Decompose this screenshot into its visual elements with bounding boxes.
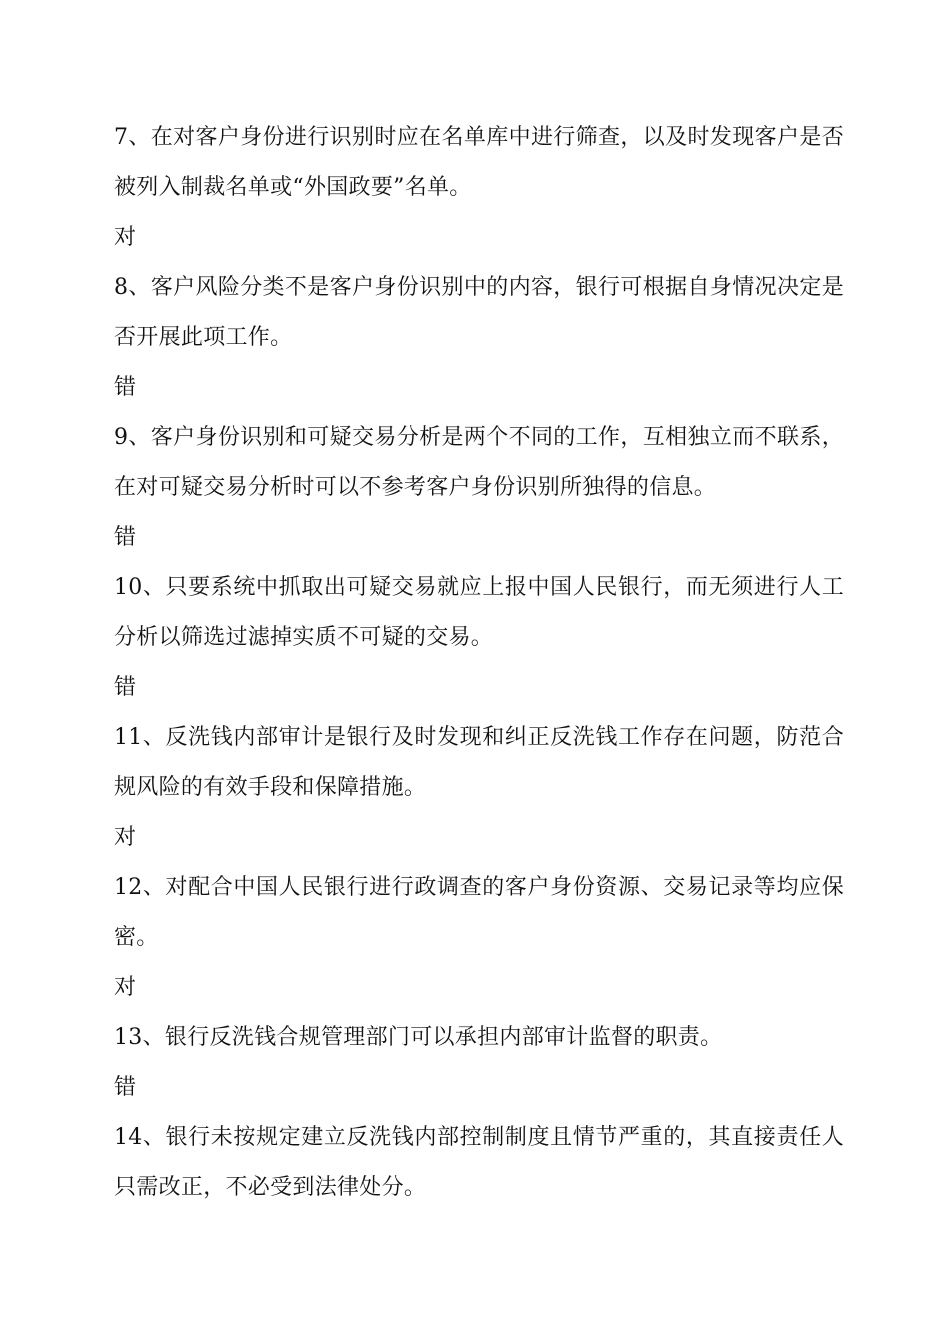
question-8-text: 8、客户风险分类不是客户身份识别中的内容，银行可根据自身情况决定是否开展此项工作。 bbox=[114, 275, 844, 350]
question-13-answer: 错 bbox=[114, 1075, 137, 1100]
question-9-answer: 错 bbox=[114, 525, 137, 550]
question-11-answer: 对 bbox=[114, 825, 137, 850]
question-7-answer: 对 bbox=[114, 225, 137, 250]
question-13-text: 13、银行反洗钱合规管理部门可以承担内部审计监督的职责。 bbox=[114, 1025, 723, 1050]
question-list bbox=[114, 113, 844, 1213]
question-14-text: 14、银行未按规定建立反洗钱内部控制制度且情节严重的，其直接责任人只需改正，不必受到法律处分。 bbox=[114, 1125, 844, 1200]
question-10-text: 10、只要系统中抓取出可疑交易就应上报中国人民银行，而无须进行人工分析以筛选过滤掉实质不可疑的交易。 bbox=[114, 575, 844, 650]
question-10-answer: 错 bbox=[114, 675, 137, 700]
question-11-text: 11、反洗钱内部审计是银行及时发现和纠正反洗钱工作存在问题，防范合规风险的有效手段和保障措施。 bbox=[114, 725, 844, 800]
question-12-answer: 对 bbox=[114, 975, 137, 1000]
question-7-text: 7、在对客户身份进行识别时应在名单库中进行筛查，以及时发现客户是否被列入制裁名单或“外国政要”名单。 bbox=[114, 125, 844, 200]
question-8-answer: 错 bbox=[114, 375, 137, 400]
question-12-text: 12、对配合中国人民银行进行政调查的客户身份资源、交易记录等均应保密。 bbox=[114, 875, 844, 950]
question-9-text: 9、客户身份识别和可疑交易分析是两个不同的工作，互相独立而不联系，在对可疑交易分析时可以不参考客户身份识别所独得的信息。 bbox=[114, 425, 844, 500]
